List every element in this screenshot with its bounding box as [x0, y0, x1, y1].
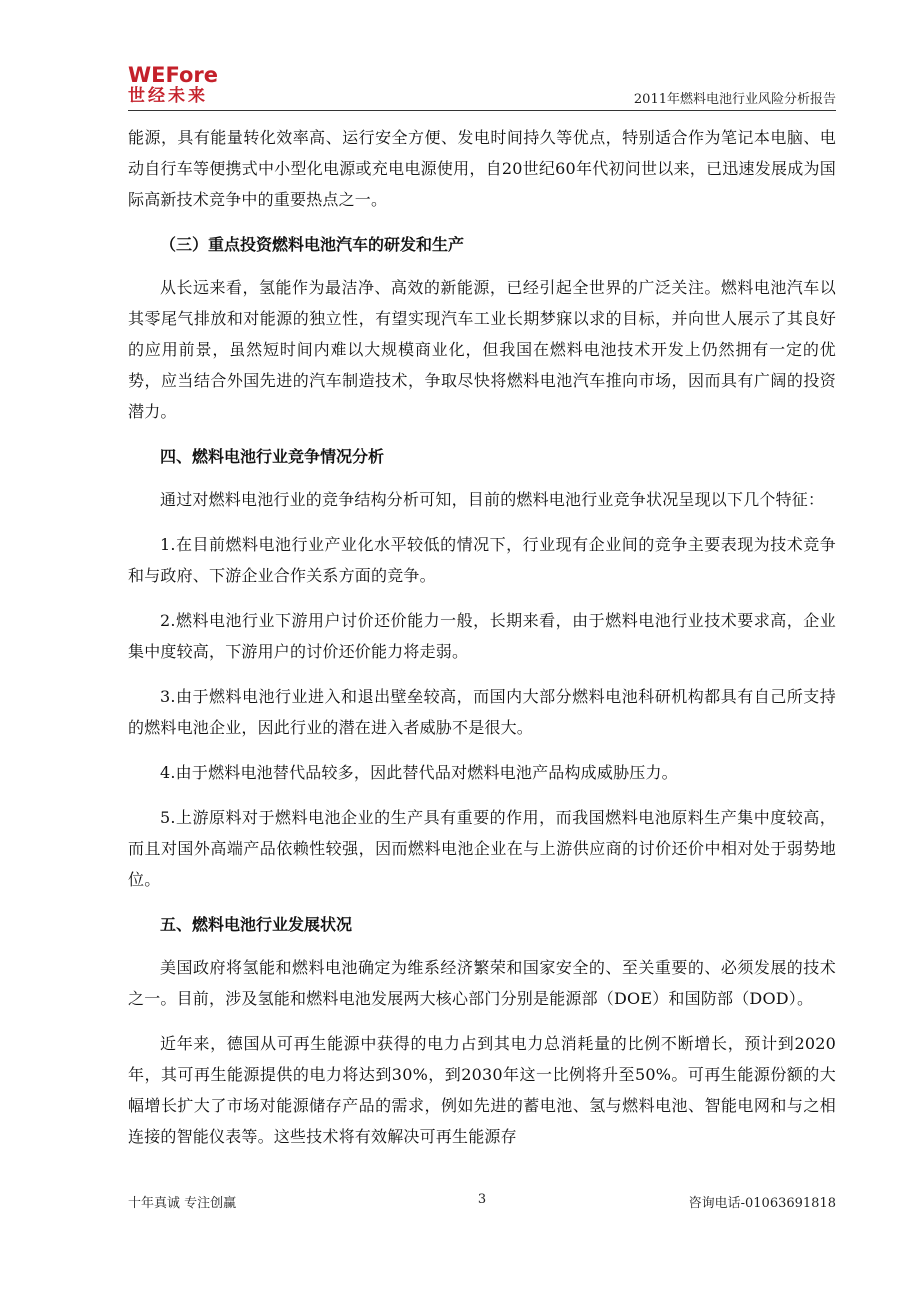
paragraph-feature-2: 2.燃料电池行业下游用户讨价还价能力一般，长期来看，由于燃料电池行业技术要求高，企业集中度较高，下游用户的讨价还价能力将走弱。 [128, 611, 836, 661]
paragraph-us-policy: 美国政府将氢能和燃料电池确定为维系经济繁荣和国家安全的、至关重要的、必须发展的技术之一。目前，涉及氢能和燃料电池发展两大核心部门分别是能源部（DOE）和国防部（DOD）。 [128, 958, 836, 1008]
section-heading-3: （三）重点投资燃料电池汽车的研发和生产 [160, 235, 465, 254]
paragraph-feature-3: 3.由于燃料电池行业进入和退出壁垒较高，而国内大部分燃料电池科研机构都具有自己所支持的燃料电池企业，因此行业的潜在进入者威胁不是很大。 [128, 687, 836, 737]
footer-phone: 咨询电话-01063691818 [688, 1196, 836, 1211]
paragraph-feature-5: 5.上游原料对于燃料电池企业的生产具有重要的作用，而我国燃料电池原料生产集中度较高，而且对国外高端产品依赖性较强，因而燃料电池企业在与上游供应商的讨价还价中相对处于弱势地位。 [128, 808, 836, 889]
footer-slogan: 十年真诚 专注创赢 [128, 1196, 237, 1211]
page-footer [128, 1192, 836, 1212]
wefore-logo [128, 64, 238, 108]
page-header [128, 64, 836, 111]
paragraph-fuel-cell-vehicles: 从长远来看，氢能作为最洁净、高效的新能源，已经引起全世界的广泛关注。燃料电池汽车以其零尾气排放和对能源的独立性，有望实现汽车工业长期梦寐以求的目标，并向世人展示了其良好的应用前景，虽然短时间内难以大规模商业化，但我国在燃料电池技术开发上仍然拥有一定的优势，应当结合外国先进的汽车制造技术，争取尽快将燃料电池汽车推向市场，因而具有广阔的投资潜力。 [128, 278, 836, 421]
page-number: 3 [477, 1192, 487, 1207]
section-heading-5: 五、燃料电池行业发展状况 [160, 915, 353, 934]
paragraph-germany-renewables: 近年来，德国从可再生能源中获得的电力占到其电力总消耗量的比例不断增长，预计到2020年，其可再生能源提供的电力将达到30%，到2030年这一比例将升至50%。可再生能源份额的大幅增长扩大了市场对能源储存产品的需求，例如先进的蓄电池、氢与燃料电池、智能电网和与之相连接的智能仪表等。这些技术将有效解决可再生能源存 [128, 1034, 836, 1146]
document-body [128, 122, 836, 1166]
paragraph-competition-intro: 通过对燃料电池行业的竞争结构分析可知，目前的燃料电池行业竞争状况呈现以下几个特征： [160, 490, 825, 509]
section-heading-4: 四、燃料电池行业竞争情况分析 [160, 447, 385, 466]
logo-wordmark: WEFore [128, 63, 219, 87]
paragraph-feature-4: 4.由于燃料电池替代品较多，因此替代品对燃料电池产品构成威胁压力。 [160, 763, 678, 782]
logo-chinese-name: 世经未来 [128, 86, 208, 106]
report-title: 2011年燃料电池行业风险分析报告 [633, 92, 836, 107]
paragraph-intro-continued: 能源，具有能量转化效率高、运行安全方便、发电时间持久等优点，特别适合作为笔记本电脑、电动自行车等便携式中小型化电源或充电电源使用，自20世纪60年代初问世以来，已迅速发展成为国际高新技术竞争中的重要热点之一。 [128, 128, 836, 209]
paragraph-feature-1: 1.在目前燃料电池行业产业化水平较低的情况下，行业现有企业间的竞争主要表现为技术竞争和与政府、下游企业合作关系方面的竞争。 [128, 535, 836, 585]
